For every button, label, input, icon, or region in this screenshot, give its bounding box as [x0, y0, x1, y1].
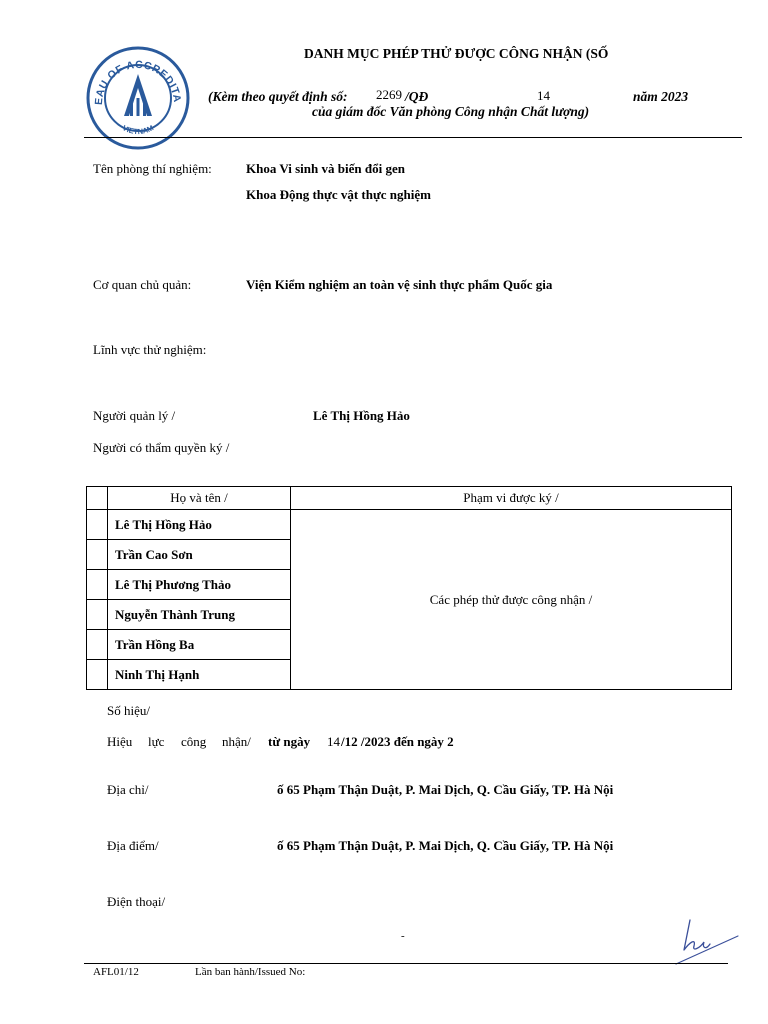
decision-number: 2269: [376, 87, 402, 102]
document-title: DANH MỤC PHÉP THỬ ĐƯỢC CÔNG NHẬN (SỐ: [304, 46, 609, 61]
address-value: ố 65 Phạm Thận Duật, P. Mai Dịch, Q. Cầu Giấy, TP. Hà Nội: [277, 782, 614, 797]
scope-column-header: Phạm vi được ký /: [291, 487, 732, 510]
org-name: Viện Kiểm nghiệm an toàn vệ sinh thực phẩm Quốc gia: [246, 277, 553, 292]
signatory-name: Ninh Thị Hạnh: [108, 660, 291, 690]
validity-label-2: lực: [148, 734, 165, 749]
org-label: Cơ quan chủ quản:: [93, 277, 192, 292]
field-label: Lĩnh vực thử nghiệm:: [93, 342, 207, 357]
logo-arc-text: EAU OF ACCREDITA: [92, 58, 184, 106]
center-dash: -: [401, 930, 405, 942]
validity-label-1: Hiệu: [107, 734, 133, 749]
phone-label: Điện thoại/: [107, 894, 166, 909]
scope-cell: Các phép thử được công nhận /: [291, 510, 732, 690]
table-row: [87, 510, 732, 540]
signatory-name: Lê Thị Hồng Hảo: [108, 510, 291, 540]
validity-rest: /12 /2023 đến ngày 2: [341, 734, 454, 749]
handwritten-initials: [670, 912, 742, 966]
signatory-name: Nguyễn Thành Trung: [108, 600, 291, 630]
decision-year: năm 2023: [633, 89, 689, 104]
decision-suffix: /QĐ: [405, 89, 429, 104]
location-label: Địa điểm/: [107, 838, 159, 853]
table-header-row: [87, 487, 732, 510]
name-column-header: Họ và tên /: [108, 487, 291, 510]
accreditation-logo: [84, 44, 192, 152]
decision-issuer: của giám đốc Văn phòng Công nhận Chất lượng): [312, 104, 590, 119]
manager-name: Lê Thị Hồng Hảo: [313, 408, 410, 423]
index-header: [87, 487, 108, 510]
issue-label: Lần ban hành/Issued No:: [195, 966, 306, 978]
manager-label: Người quản lý /: [93, 408, 176, 423]
validity-from: từ ngày: [268, 734, 311, 749]
location-value: ố 65 Phạm Thận Duật, P. Mai Dịch, Q. Cầu Giấy, TP. Hà Nội: [277, 838, 614, 853]
signer-label: Người có thẩm quyền ký /: [93, 440, 230, 455]
signatory-name: Lê Thị Phương Thảo: [108, 570, 291, 600]
lab-name-1: Khoa Vi sinh và biến đổi gen: [246, 161, 405, 176]
validity-label-4: nhận/: [222, 734, 251, 749]
validity-label-3: công: [181, 734, 207, 749]
code-label: Số hiệu/: [107, 703, 150, 718]
lab-label: Tên phòng thí nghiệm:: [93, 161, 212, 176]
validity-day: 14: [327, 734, 340, 749]
logo-country-text: VIETNAM: [120, 123, 156, 137]
form-code: AFL01/12: [93, 966, 139, 978]
lab-name-2: Khoa Động thực vật thực nghiệm: [246, 187, 431, 202]
decision-day: 14: [537, 88, 550, 103]
decision-prefix: (Kèm theo quyết định số:: [208, 89, 348, 104]
address-label: Địa chỉ/: [107, 782, 149, 797]
footer-divider: [84, 963, 728, 964]
svg-text:VIETNAM: [121, 123, 155, 136]
header-divider: [84, 137, 742, 138]
signatory-name: Trần Cao Sơn: [108, 540, 291, 570]
signatory-name: Trần Hồng Ba: [108, 630, 291, 660]
signatory-table: [86, 486, 732, 690]
